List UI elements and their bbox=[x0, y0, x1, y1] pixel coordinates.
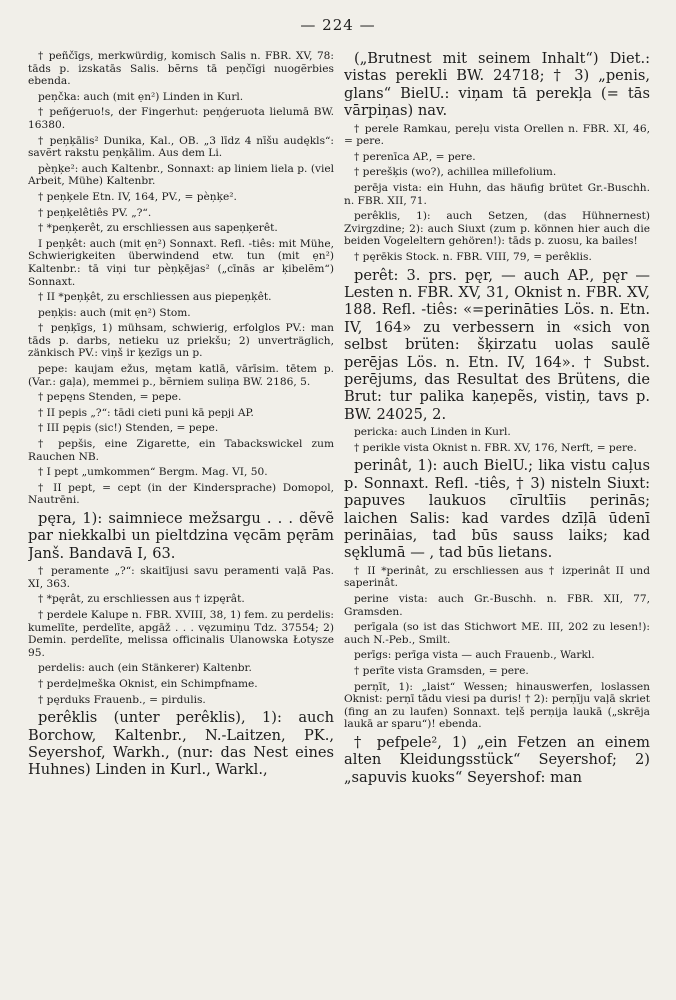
dictionary-entry: pèņķe²: auch Kaltenbr., Sonnaxt: ap liniem liela p. (viel Arbeit, Mühe) Kaltenbr. bbox=[28, 162, 334, 188]
dictionary-entry: † peņķīgs, 1) mühsam, schwierig, erfolglos PV.: man tāds p. darbs, netieku uz priekšu; 2) unverträglich, zänkisch PV.: viņš ir ķezīgs un p. bbox=[28, 322, 334, 360]
dictionary-entry: † pepšis, eine Zigarette, ein Tabackswickel zum Rauchen NB. bbox=[28, 438, 334, 463]
dictionary-entry: † perenīca AP., = pere. bbox=[354, 150, 476, 163]
left-column bbox=[28, 50, 334, 990]
dictionary-entry: † pęrēkis Stock. n. FBR. VIII, 79, = perêklis. bbox=[354, 250, 592, 263]
dictionary-entry: † I pept „umkommen“ Bergm. Mag. VI, 50. bbox=[38, 466, 268, 479]
dictionary-entry: † perešķis (wo?), achillea millefolium. bbox=[354, 166, 557, 179]
dictionary-entry: I peņķêt: auch (mit ẹn²) Sonnaxt. Refl. -tiês: mit Mühe, Schwierigkeiten überwindend etw. tun (mit ẹn²) Kaltenbr.: tā viņi tur pèņķējas² („cīnās ar ķibelẽm“) Sonnaxt. bbox=[28, 237, 334, 288]
dictionary-entry: † peņķelêtiês PV. „?“. bbox=[38, 206, 152, 219]
dictionary-entry: perņīt, 1): „laist“ Wessen; hinauswerfen, loslassen Oknist: perņī tādu viesi pa duris! † 2): perņīju vaļā skriet (fing an zu laufen) Sonnaxt. teļš perņija laukā („skrēja laukā ar sparu“)! ebenda. bbox=[344, 680, 650, 731]
dictionary-entry: † II pept, = cept (in der Kindersprache) Domopol, Nautrēni. bbox=[28, 481, 334, 507]
dictionary-entry: † perdeļmeška Oknist, ein Schimpfname. bbox=[38, 677, 258, 690]
dictionary-entry: perêklis, 1): auch Setzen, (das Hühnernest) Zvirgzdine; 2): auch Siuxt (zum p. können hier auch die beiden Vogeleltern gehören!): tāds p. zuosu, ka bailes! bbox=[344, 210, 650, 248]
dictionary-entry: † II *peņķêt, zu erschliessen aus piepeņķêt. bbox=[38, 291, 272, 304]
right-column bbox=[344, 50, 650, 990]
dictionary-entry: („Brutnest mit seinem Inhalt“) Diet.: vistas perekli BW. 24718; † 3) „penis, glans“ BielU.: viņam tā perekļa (= tās vārpiņas) nav. bbox=[344, 50, 650, 120]
dictionary-entry: † peramente „?“: skaitījusi savu peramenti vaļā Pas. XI, 363. bbox=[28, 565, 334, 590]
dictionary-entry: peņķis: auch (mit ẹn²) Stom. bbox=[38, 306, 191, 319]
dictionary-entry: † peņķele Etn. IV, 164, PV., = pèņķe². bbox=[38, 190, 237, 203]
dictionary-entry: † II pepis „?“: tādi cieti puni kā pepji AP. bbox=[38, 406, 254, 419]
dictionary-entry: † *peņķerêt, zu erschliessen aus sapeņķerêt. bbox=[38, 222, 278, 235]
dictionary-entry: † pefpele², 1) „ein Fetzen an einem alten Kleidungsstück“ Seyershof; 2) „sapuvis kuoks“ Seyershof: man bbox=[344, 733, 650, 786]
dictionary-entry: † pepęns Stenden, = pepe. bbox=[38, 391, 182, 404]
dictionary-entry: † peñčīgs, merkwürdig, komisch Salis n. FBR. XV, 78: tāds p. izskatās Salis. bẽrns tā peņčīgi nuogẽrbies ebenda. bbox=[28, 50, 334, 88]
dictionary-entry: pericka: auch Linden in Kurl. bbox=[354, 426, 511, 439]
dictionary-entry: pepe: kaujam ežus, mętam katlā, vārīsim. tētem p. (Var.: gaļa), memmei p., bẽrniem suliņa BW. 2186, 5. bbox=[28, 363, 334, 388]
dictionary-entry: perine vista: auch Gr.-Buschh. n. FBR. XII, 77, Gramsden. bbox=[344, 593, 650, 618]
dictionary-entry: pęra, 1): saimniece mežsargu . . . dẽvẽ par niekkalbi un pieltdzina vęcām pęrām Janš. Bandavā I, 63. bbox=[28, 510, 334, 562]
dictionary-entry: † peņķālis² Dunika, Kal., OB. „3 līdz 4 nīšu audękls“: savẽrt rakstu peņķālim. Aus dem Li. bbox=[28, 134, 334, 160]
dictionary-entry: perêt: 3. prs. pęr, — auch AP., pęr — Lesten n. FBR. XV, 31, Oknist n. FBR. XV, 188. Refl. -tiês: «=perināties Lös. n. Etn. IV, 164» zu verbessern in «sich von selbst brüten: šķirzatu uolas saulẽ perējas Lös. n. Etn. IV, 164». † Subst. perējums, das Resultat des Brütens, die Brut: tur palika kaņepẽs, vistiņ, tavs p. BW. 24025, 2. bbox=[344, 266, 650, 423]
dictionary-entry: † pęrduks Frauenb., = pirdulis. bbox=[38, 693, 206, 706]
dictionary-entry: † *pęrât, zu erschliessen aus † izpęrât. bbox=[38, 593, 245, 606]
dictionary-entry: † III pępis (sic!) Stenden, = pepe. bbox=[38, 422, 219, 435]
dictionary-entry: perdelis: auch (ein Stänkerer) Kaltenbr. bbox=[38, 662, 252, 675]
dictionary-entry: perinât, 1): auch BielU.; lika vistu caļus p. Sonnaxt. Refl. -tiês, † 3) nisteln Siuxt: papuves laukuos cīrultīis perinās; laichen Salis: kad vardes dzīļā ūdenī perināias, tad būs sauss laiks; kad sęklumā — , tad būs lietans. bbox=[344, 457, 650, 562]
dictionary-entry: perīgala (so ist das Stichwort ME. III, 202 zu lesen!): auch N.-Peb., Smilt. bbox=[344, 621, 650, 646]
dictionary-entry: † peñģeruo!s, der Fingerhut: peņģeruota lielumā BW. 16380. bbox=[28, 106, 334, 131]
dictionary-entry: perēja vista: ein Huhn, das häufig brütet Gr.-Buschh. n. FBR. XII, 71. bbox=[344, 182, 650, 207]
dictionary-entry: † perele Ramkau, pereļu vista Orellen n. FBR. XI, 46, = pere. bbox=[344, 122, 650, 148]
dictionary-entry: † II *perinât, zu erschliessen aus † izperinât II und saperinât. bbox=[344, 564, 650, 590]
dictionary-entry: † perikle vista Oknist n. FBR. XV, 176, Nerft, = pere. bbox=[354, 441, 637, 454]
dictionary-entry: perêklis (unter perêklis), 1): auch Borchow, Kaltenbr., N.-Laitzen, PK., Seyershof, Warkh., (nur: das Nest eines Huhnes) Linden in Kurl., Warkl., bbox=[28, 709, 334, 779]
page-number: — 224 — bbox=[300, 16, 376, 34]
dictionary-entry: † perdele Kalupe n. FBR. XVIII, 38, 1) fem. zu perdelis: kumelīte, perdelīte, apgāž . . . vęzumiņu Tdz. 37554; 2) Demin. perdelīte, melissa officinalis Ulanowska Łotysze 95. bbox=[28, 609, 334, 659]
dictionary-entry: perīgs: perīga vista — auch Frauenb., Warkl. bbox=[354, 649, 595, 662]
dictionary-entry: peņčka: auch (mit ẹn²) Linden in Kurl. bbox=[38, 90, 244, 103]
dictionary-entry: † perīte vista Gramsden, = pere. bbox=[354, 665, 529, 677]
